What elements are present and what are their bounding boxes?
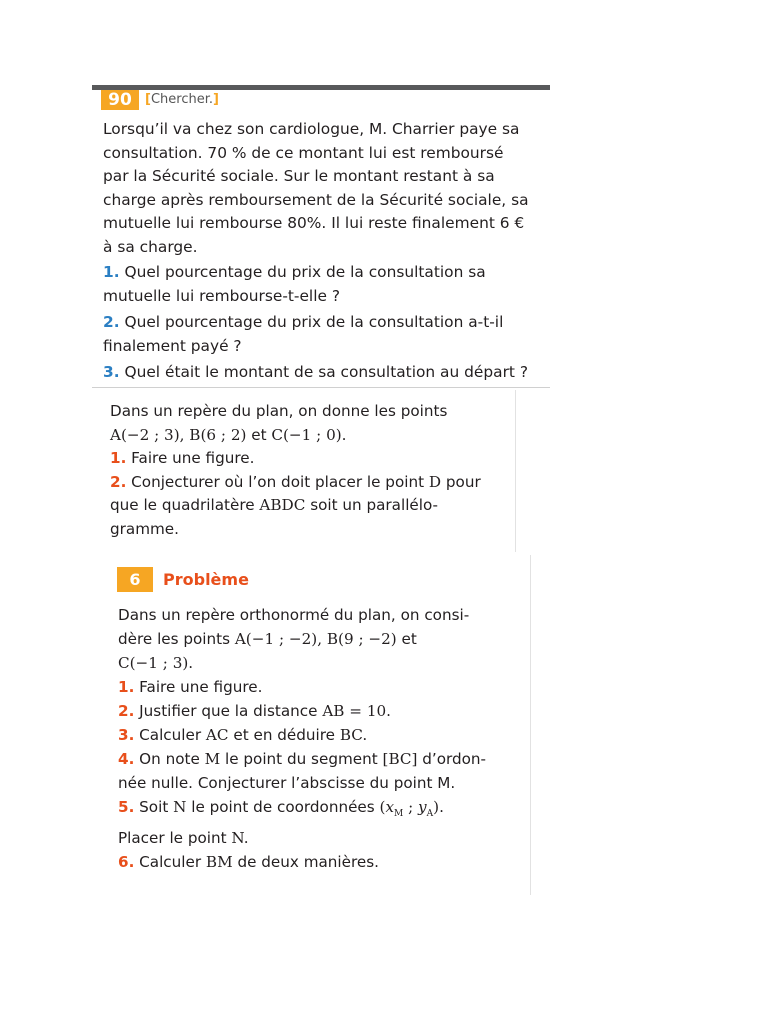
- exercise-number-badge: 90: [101, 90, 139, 110]
- section-divider: [92, 387, 550, 388]
- block2-text: Dans un repère du plan, on donne les points A(−2 ; 3), B(6 ; 2) et C(−1 ; 0). 1. Faire une figure. 2. Conjecturer où l’on doit placer le point D pour que le quadrilatère ABDC soit un parallélo- gramme.: [110, 402, 481, 538]
- question-1: 1. Quel pourcentage du prix de la consultation sa mutuelle lui rembourse-t-elle ?: [103, 263, 486, 305]
- column-rule-2: [530, 555, 531, 895]
- exercise-statement: Lorsqu’il va chez son cardiologue, M. Charrier paye sa consultation. 70 % de ce montant lui est remboursé par la Sécurité sociale. Sur le montant restant à sa charge après remboursement de la Sécurité sociale, sa mutuelle lui rembourse 80%. Il lui reste finalement 6 € à sa charge.: [103, 120, 529, 256]
- problem-number-badge: 6: [117, 567, 153, 592]
- problem-title: Problème: [163, 570, 249, 589]
- question-2: 2. Quel pourcentage du prix de la consultation a-t-il finalement payé ?: [103, 313, 504, 355]
- top-rule: [92, 85, 550, 90]
- question-3: 3. Quel était le montant de sa consultation au départ ?: [103, 363, 528, 381]
- exercise-tag: [Chercher.]: [145, 92, 219, 107]
- problem-text: Dans un repère orthonormé du plan, on consi- dère les points A(−1 ; −2), B(9 ; −2) et C(−1 ; 3). 1. Faire une figure. 2. Justifier que la distance AB = 10. 3. Calculer AC et en déduire BC. 4. On note M le point du segment [BC] d’ordon- née nulle. Conjecturer l’abscisse du point M. 5. Soit N le point de coordonnées ($x_M$ ; $y_A$). Placer le point N. 6. Calculer BM de deux manières.: [118, 606, 487, 872]
